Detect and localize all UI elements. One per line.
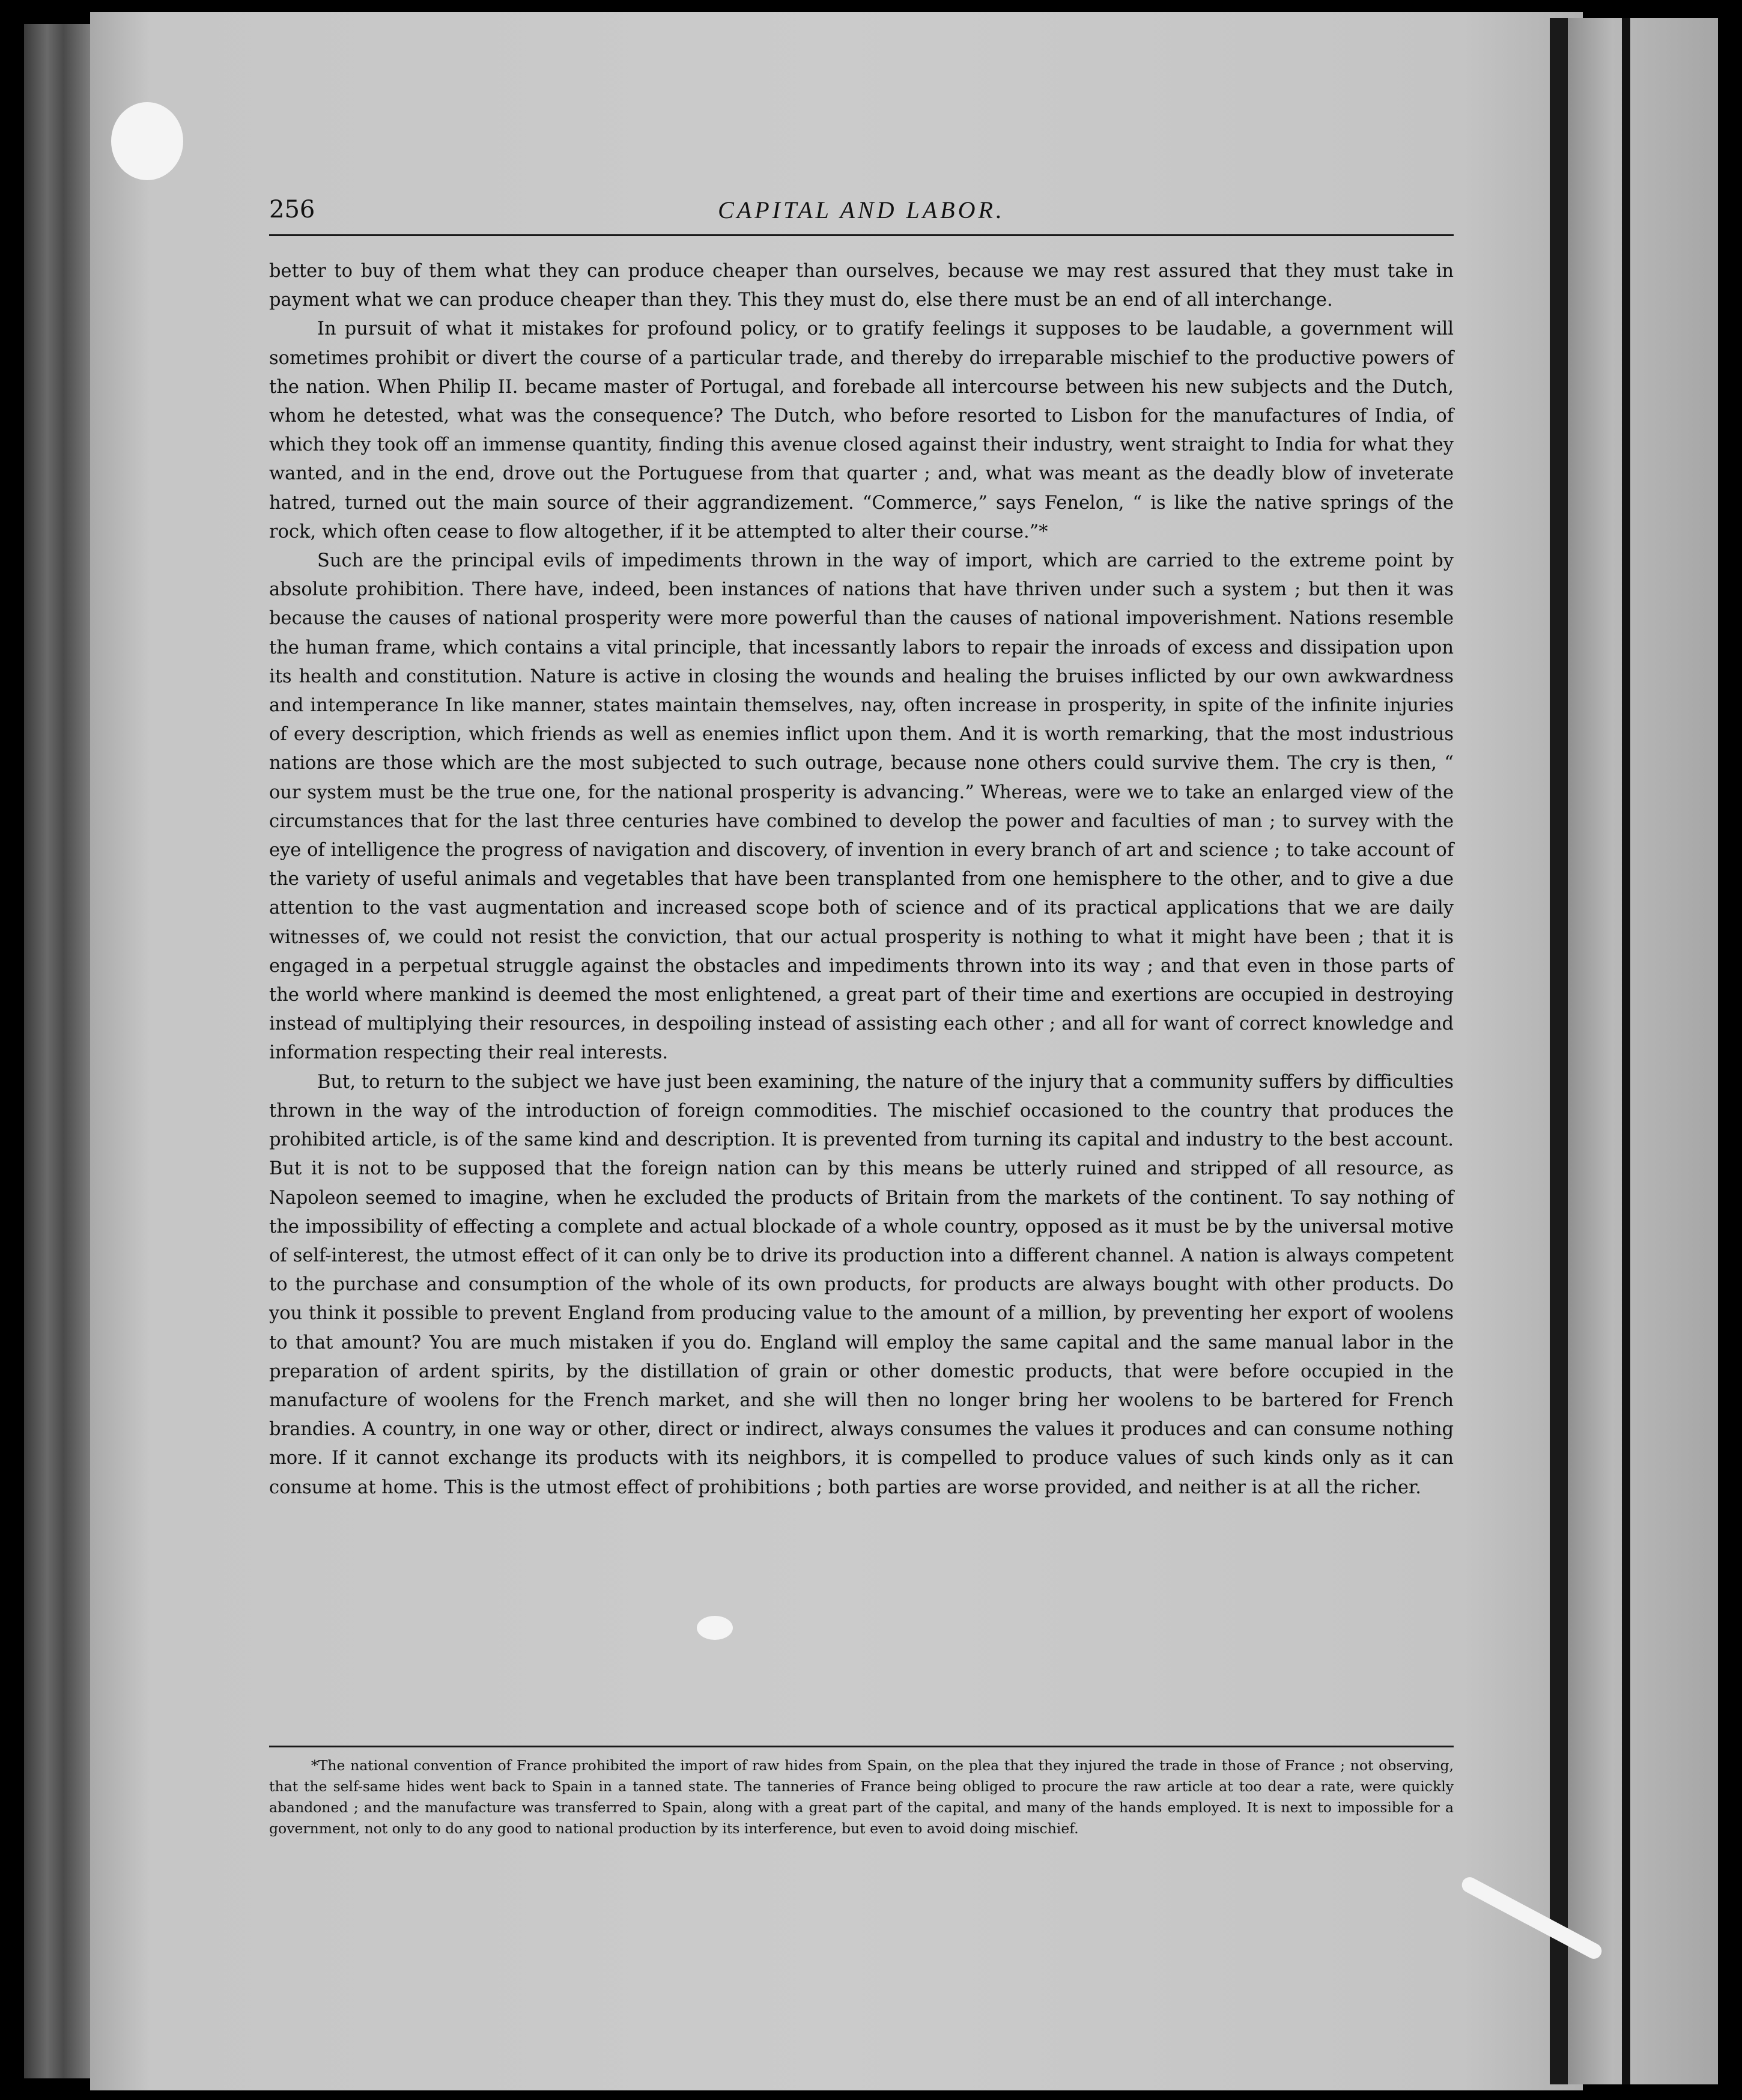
running-title: CAPITAL AND LABOR.	[718, 196, 1005, 223]
paragraph: better to buy of them what they can produce cheaper than ourselves, because we may rest assured that they must take in payment what we can produce cheaper than they. This they must do, else there must be an end of all interchange.	[269, 261, 1454, 311]
footnote: *The national convention of France prohibited the import of raw hides from Spain, on the plea that they injured the trade in those of France ; not observing, that the self-same hides went back to Spain in a tanned state. The tanneries of France being obliged to procure the raw article at too dear a rate, were quickly abandoned ; and the manufacture was transferred to Spain, along with a great part of the capital, and many of the hands employed. It is next to impossible for a government, not only to do any good to national production by its interference, but even to avoid doing mischief.	[269, 1757, 1454, 1837]
paragraph: In pursuit of what it mistakes for profound policy, or to gratify feelings it supposes to be laudable, a government will sometimes prohibit or divert the course of a particular trade, and thereby do irreparable mischief to the productive powers of the nation. When Philip II. became master of Portugal, and forebade all intercourse between his new subjects and the Dutch, whom he detested, what was the consequence? The Dutch, who before resorted to Lisbon for the manufactures of India, of which they took off an immense quantity, finding this avenue closed against their industry, went straight to India for what they wanted, and in the end, drove out the Portuguese from that quarter ; and, what was meant as the deadly blow of inveterate hatred, turned out the main source of their aggrandizement. “Commerce,” says Fenelon, “ is like the native springs of the rock, which often cease to flow altogether, if it be attempted to alter their course.”*	[269, 318, 1454, 542]
scan-blemish	[111, 102, 183, 180]
book-spine-gutter	[1550, 18, 1568, 2084]
adjacent-page-edge	[1568, 18, 1718, 2084]
body-text	[269, 257, 1454, 1502]
footnote-rule	[269, 1746, 1454, 1747]
page-number: 256	[269, 196, 315, 223]
paragraph: But, to return to the subject we have just been examining, the nature of the injury that a community suffers by difficulties thrown in the way of the introduction of foreign commodities. The mischief occasioned to the country that produces the prohibited article, is of the same kind and description. It is prevented from turning its capital and industry to the best account. But it is not to be supposed that the foreign nation can by this means be utterly ruined and stripped of all resource, as Napoleon seemed to imagine, when he excluded the products of Britain from the markets of the continent. To say nothing of the impossibility of effecting a complete and actual blockade of a whole country, opposed as it must be by the universal motive of self-interest, the utmost effect of it can only be to drive its production into a different channel. A nation is always competent to the purchase and consumption of the whole of its own products, for products are always bought with other products. Do you think it possible to prevent England from producing value to the amount of a million, by preventing her export of woolens to that amount? You are much mistaken if you do. England will employ the same capital and the same manual labor in the preparation of ardent spirits, by the distillation of grain or other domestic products, that were before occupied in the manufacture of woolens for the French market, and she will then no longer bring her woolens to be bartered for French brandies. A country, in one way or other, direct or indirect, always consumes the values it produces and can consume nothing more. If it cannot exchange its products with its neighbors, it is compelled to produce values of such kinds only as it can consume at home. This is the utmost effect of prohibitions ; both parties are worse provided, and neither is at all the richer.	[269, 1071, 1454, 1498]
paragraph: Such are the principal evils of impediments thrown in the way of import, which are carried to the extreme point by absolute prohibition. There have, indeed, been instances of nations that have thriven under such a system ; but then it was because the causes of national prosperity were more powerful than the causes of national impoverishment. Nations resemble the human frame, which contains a vital principle, that incessantly labors to repair the inroads of excess and dissipation upon its health and constitution. Nature is active in closing the wounds and healing the bruises inflicted by our own awkwardness and intemperance In like manner, states maintain themselves, nay, often increase in prosperity, in spite of the infinite injuries of every description, which friends as well as enemies inflict upon them. And it is worth remarking, that the most industrious nations are those which are the most subjected to such outrage, because none others could survive them. The cry is then, “ our system must be the true one, for the national prosperity is advancing.” Whereas, were we to take an enlarged view of the circumstances that for the last three centuries have combined to develop the power and faculties of man ; to survey with the eye of intelligence the progress of navigation and discovery, of invention in every branch of art and science ; to take account of the variety of useful animals and vegetables that have been transplanted from one hemisphere to the other, and to give a due attention to the vast augmentation and increased scope both of science and of its practical applications that we are daily witnesses of, we could not resist the conviction, that our actual prosperity is nothing to what it might have been ; that it is engaged in a perpetual struggle against the obstacles and impediments thrown into its way ; and that even in those parts of the world where mankind is deemed the most enlightened, a great part of their time and exertions are occupied in destroying instead of multiplying their resources, in despoiling instead of assisting each other ; and all for want of correct knowledge and information respecting their real interests.	[269, 550, 1454, 1064]
book-binding-edge	[24, 24, 90, 2078]
adjacent-page-shadow	[1622, 18, 1630, 2084]
running-head	[269, 196, 1454, 236]
scan-blemish	[697, 1616, 733, 1640]
